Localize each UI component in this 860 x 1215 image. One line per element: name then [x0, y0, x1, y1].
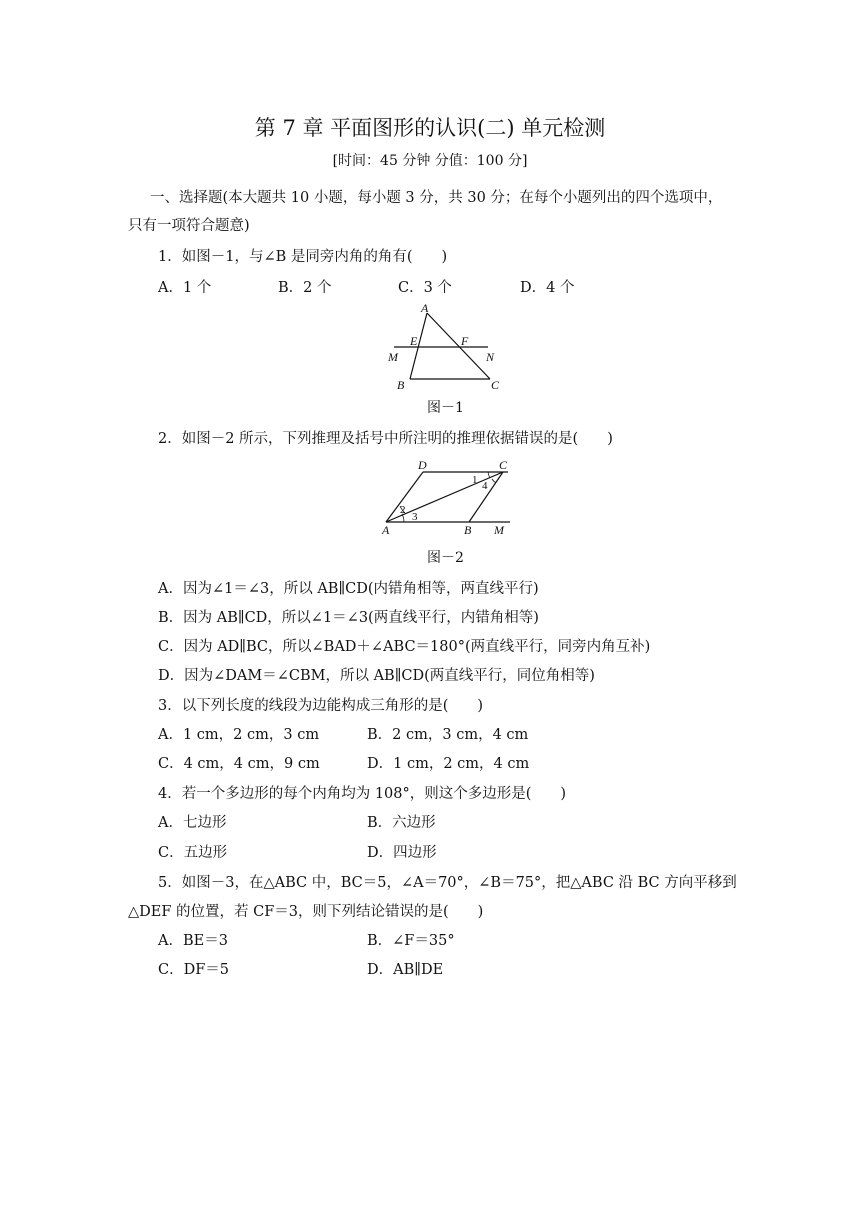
q5-option-d: D．AB∥DE	[367, 962, 444, 978]
figure-1-caption: 图－1	[427, 400, 464, 416]
fig2-label-3: 3	[412, 511, 418, 523]
page-title: 第 7 章 平面图形的认识(二) 单元检测	[254, 116, 606, 140]
q3-option-b: B．2 cm，3 cm，4 cm	[367, 727, 529, 743]
q4-option-c: C．五边形	[158, 845, 228, 861]
q3-stem: 3．以下列长度的线段为边能构成三角形的是( )	[158, 698, 484, 714]
q3-option-c: C．4 cm，4 cm，9 cm	[158, 756, 320, 772]
fig1-label-f: F	[461, 334, 469, 348]
exam-meta: [时间：45 分钟 分值：100 分]	[332, 153, 528, 169]
fig1-label-n: N	[486, 350, 495, 364]
fig2-label-c: C	[499, 458, 508, 472]
q4-option-a: A．七边形	[158, 815, 227, 831]
fig1-label-a: A	[421, 301, 429, 315]
q5-option-b: B．∠F＝35°	[367, 933, 455, 949]
q3-option-a: A．1 cm，2 cm，3 cm	[158, 727, 320, 743]
q1-stem: 1．如图－1，与∠B 是同旁内角的角有( )	[158, 249, 448, 265]
fig1-label-c: C	[491, 378, 500, 392]
q2-option-c: C．因为 AD∥BC，所以∠BAD＋∠ABC＝180°(两直线平行，同旁内角互补)	[158, 639, 651, 655]
figure-1	[380, 300, 510, 396]
q1-option-c: C．3 个	[398, 280, 452, 296]
q4-stem: 4．若一个多边形的每个内角均为 108°，则这个多边形是( )	[158, 786, 567, 802]
q2-option-a: A．因为∠1＝∠3，所以 AB∥CD(内错角相等，两直线平行)	[158, 581, 539, 597]
q1-option-a: A．1 个	[158, 280, 212, 296]
q1-option-b: B．2 个	[278, 280, 332, 296]
fig1-label-b: B	[397, 378, 405, 392]
q1-option-d: D．4 个	[520, 280, 575, 296]
fig2-label-2: 2	[400, 504, 406, 516]
q2-option-b: B．因为 AB∥CD，所以∠1＝∠3(两直线平行，内错角相等)	[158, 610, 539, 626]
q5-option-c: C．DF＝5	[158, 962, 230, 978]
fig2-label-d: D	[418, 458, 427, 472]
fig1-label-e: E	[410, 334, 418, 348]
fig2-label-b: B	[464, 523, 472, 537]
q2-stem: 2．如图－2 所示，下列推理及括号中所注明的推理依据错误的是( )	[158, 431, 613, 447]
fig2-label-a: A	[382, 523, 390, 537]
fig1-label-m: M	[388, 350, 398, 364]
figure-2-caption: 图－2	[427, 550, 464, 566]
q2-option-d: D．因为∠DAM＝∠CBM，所以 AB∥CD(两直线平行，同位角相等)	[158, 668, 595, 684]
q4-option-d: D．四边形	[367, 845, 437, 861]
q4-option-b: B．六边形	[367, 815, 436, 831]
section-heading: 一、选择题(本大题共 10 小题，每小题 3 分，共 30 分；在每个小题列出的四个选项中，	[150, 190, 723, 206]
figure-2	[378, 456, 518, 540]
fig2-label-4: 4	[482, 480, 488, 492]
fig2-label-1: 1	[472, 474, 478, 486]
section-heading-cont: 只有一项符合题意)	[128, 218, 250, 234]
q5-option-a: A．BE＝3	[158, 933, 228, 949]
q3-option-d: D．1 cm，2 cm，4 cm	[367, 756, 530, 772]
q5-stem-cont: △DEF 的位置，若 CF＝3，则下列结论错误的是( )	[128, 904, 484, 920]
q5-stem: 5．如图－3，在△ABC 中，BC＝5，∠A＝70°，∠B＝75°，把△ABC 沿 BC 方向平移到	[158, 875, 737, 891]
fig2-label-m: M	[494, 523, 504, 537]
